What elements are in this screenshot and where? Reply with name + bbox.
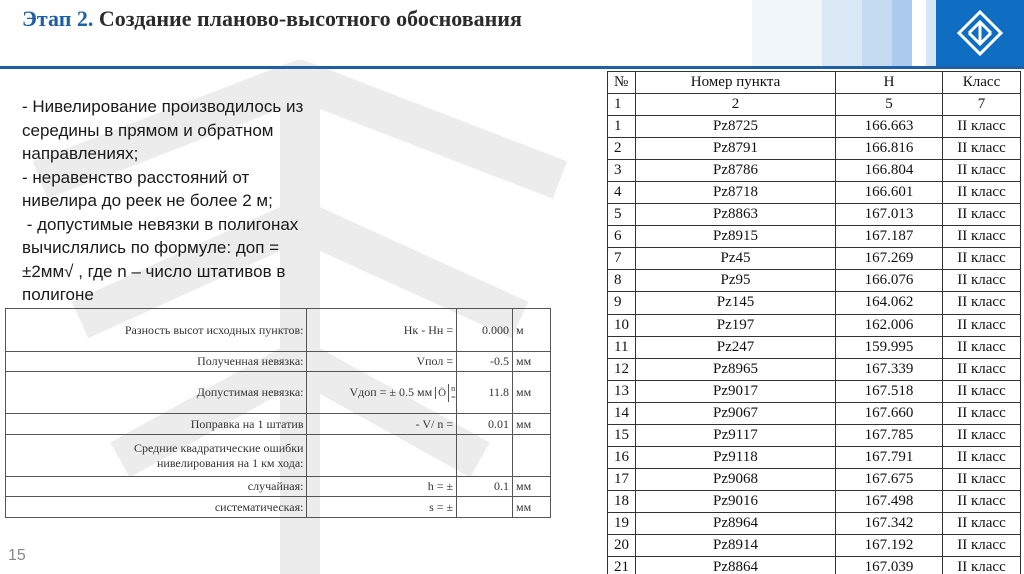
column-header: Номер пункта [636, 72, 836, 94]
table-row [608, 534, 1021, 556]
point-class: II класс [943, 490, 1021, 512]
point-class: II класс [943, 468, 1021, 490]
row-number: 17 [608, 468, 636, 490]
point-class: II класс [943, 204, 1021, 226]
param-value [457, 435, 513, 477]
param-unit: мм [513, 497, 551, 518]
table-row [608, 182, 1021, 204]
param-value: 0.1 [457, 477, 513, 497]
point-class: II класс [943, 557, 1021, 574]
point-height: 166.804 [836, 160, 943, 182]
param-formula [307, 372, 457, 414]
point-name: Pz9068 [636, 468, 836, 490]
row-number: 9 [608, 292, 636, 314]
column-index: 1 [608, 94, 636, 116]
param-formula: Vпол = [307, 352, 457, 372]
column-index: 2 [636, 94, 836, 116]
param-label: случайная: [6, 477, 307, 497]
param-label: Средние квадратические ошибки нивелирования на 1 км хода: [6, 435, 307, 477]
param-value: 0.01 [457, 414, 513, 435]
param-formula-n: n = [448, 384, 456, 402]
table-row [608, 204, 1021, 226]
bullet-line: направлениях; [22, 144, 139, 163]
point-name: Pz9067 [636, 402, 836, 424]
table-row [608, 270, 1021, 292]
param-formula: h = ± [307, 477, 457, 497]
row-number: 5 [608, 204, 636, 226]
point-class: II класс [943, 336, 1021, 358]
row-number: 6 [608, 226, 636, 248]
table-row [608, 314, 1021, 336]
point-height: 167.518 [836, 380, 943, 402]
table-row [608, 116, 1021, 138]
point-name: Pz8718 [636, 182, 836, 204]
table-row [608, 402, 1021, 424]
params-row [6, 414, 551, 435]
point-class: II класс [943, 380, 1021, 402]
point-height: 167.342 [836, 512, 943, 534]
point-height: 167.791 [836, 446, 943, 468]
table-row [608, 446, 1021, 468]
row-number: 7 [608, 248, 636, 270]
point-class: II класс [943, 182, 1021, 204]
point-class: II класс [943, 226, 1021, 248]
bullet-line: полигоне [22, 285, 94, 304]
param-unit: мм [513, 352, 551, 372]
row-number: 8 [608, 270, 636, 292]
point-class: II класс [943, 424, 1021, 446]
params-row [6, 309, 551, 352]
point-name: Pz9017 [636, 380, 836, 402]
row-number: 2 [608, 138, 636, 160]
param-unit: мм [513, 372, 551, 414]
point-class: II класс [943, 292, 1021, 314]
row-number: 1 [608, 116, 636, 138]
point-class: II класс [943, 512, 1021, 534]
table-row [608, 226, 1021, 248]
params-row [6, 497, 551, 518]
title-text: Создание планово-высотного обоснования [98, 6, 522, 31]
column-header: № [608, 72, 636, 94]
param-formula: - V/ n = [307, 414, 457, 435]
bullet-line: ±2мм√ , где n – число штативов в [22, 261, 286, 281]
table-row [608, 160, 1021, 182]
param-formula-root: Ö [435, 387, 448, 399]
point-name: Pz8914 [636, 534, 836, 556]
param-label: Допустимая невязка: [6, 372, 307, 414]
bullet-line: - Нивелирование производилось из [22, 97, 304, 116]
column-index: 7 [943, 94, 1021, 116]
row-number: 11 [608, 336, 636, 358]
point-class: II класс [943, 314, 1021, 336]
column-header: H [836, 72, 943, 94]
point-name: Pz8864 [636, 557, 836, 574]
params-row [6, 352, 551, 372]
point-class: II класс [943, 358, 1021, 380]
row-number: 4 [608, 182, 636, 204]
table-body [608, 116, 1021, 574]
param-formula: Нк - Нн = [307, 309, 457, 352]
param-formula-main: Vдоп = ± 0.5 мм [349, 385, 433, 399]
params-row [6, 372, 551, 414]
point-class: II класс [943, 160, 1021, 182]
slide-number: 15 [8, 547, 26, 564]
table-row [608, 138, 1021, 160]
row-number: 13 [608, 380, 636, 402]
point-height: 167.269 [836, 248, 943, 270]
param-value [457, 497, 513, 518]
point-name: Pz8725 [636, 116, 836, 138]
logo [936, 0, 1024, 66]
param-formula [307, 435, 457, 477]
point-height: 167.785 [836, 424, 943, 446]
point-class: II класс [943, 116, 1021, 138]
table-row [608, 380, 1021, 402]
row-number: 12 [608, 358, 636, 380]
table-row [608, 336, 1021, 358]
point-height: 166.601 [836, 182, 943, 204]
point-name: Pz8791 [636, 138, 836, 160]
param-value: 11.8 [457, 372, 513, 414]
point-height: 167.192 [836, 534, 943, 556]
table-row [608, 424, 1021, 446]
row-number: 16 [608, 446, 636, 468]
leveling-parameters-table [5, 308, 551, 518]
point-height: 159.995 [836, 336, 943, 358]
point-name: Pz197 [636, 314, 836, 336]
param-label: Полученная невязка: [6, 352, 307, 372]
column-header: Класс [943, 72, 1021, 94]
point-height: 167.675 [836, 468, 943, 490]
point-height: 166.816 [836, 138, 943, 160]
point-height: 162.006 [836, 314, 943, 336]
table-row [608, 358, 1021, 380]
point-name: Pz8965 [636, 358, 836, 380]
point-class: II класс [943, 402, 1021, 424]
point-height: 167.660 [836, 402, 943, 424]
point-name: Pz247 [636, 336, 836, 358]
param-unit: мм [513, 477, 551, 497]
point-name: Pz8786 [636, 160, 836, 182]
row-number: 18 [608, 490, 636, 512]
table-row [608, 248, 1021, 270]
param-formula: s = ± [307, 497, 457, 518]
point-name: Pz8964 [636, 512, 836, 534]
point-name: Pz95 [636, 270, 836, 292]
point-name: Pz9016 [636, 490, 836, 512]
param-value: 0.000 [457, 309, 513, 352]
point-name: Pz8915 [636, 226, 836, 248]
point-class: II класс [943, 534, 1021, 556]
point-height: 164.062 [836, 292, 943, 314]
benchmark-heights-table [607, 71, 1021, 574]
table-row [608, 292, 1021, 314]
point-name: Pz8863 [636, 204, 836, 226]
param-label: систематическая: [6, 497, 307, 518]
point-name: Pz9118 [636, 446, 836, 468]
header-divider [0, 66, 1024, 69]
point-height: 167.187 [836, 226, 943, 248]
table-row [608, 557, 1021, 574]
row-number: 15 [608, 424, 636, 446]
page-title [22, 6, 522, 32]
column-index: 5 [836, 94, 943, 116]
param-label: Поправка на 1 штатив [6, 414, 307, 435]
bullet-line: - допустимые невязки в полигонах [22, 214, 299, 234]
row-number: 10 [608, 314, 636, 336]
point-height: 166.076 [836, 270, 943, 292]
params-row [6, 435, 551, 477]
point-class: II класс [943, 138, 1021, 160]
bullet-line: середины в прямом и обратном [22, 120, 274, 140]
param-unit: м [513, 309, 551, 352]
param-label: Разность высот исходных пунктов: [6, 309, 307, 352]
point-name: Pz45 [636, 248, 836, 270]
param-unit: мм [513, 414, 551, 435]
university-emblem-icon [956, 9, 1004, 57]
point-class: II класс [943, 248, 1021, 270]
point-height: 167.498 [836, 490, 943, 512]
table-row [608, 468, 1021, 490]
param-value: -0.5 [457, 352, 513, 372]
point-name: Pz145 [636, 292, 836, 314]
point-height: 167.039 [836, 557, 943, 574]
point-height: 167.339 [836, 358, 943, 380]
param-unit [513, 435, 551, 477]
row-number: 14 [608, 402, 636, 424]
row-number: 20 [608, 534, 636, 556]
row-number: 3 [608, 160, 636, 182]
bullet-line: вычислялись по формуле: доп = [22, 238, 280, 257]
row-number: 19 [608, 512, 636, 534]
point-height: 166.663 [836, 116, 943, 138]
bullet-line: - неравенство расстояний от [22, 167, 250, 187]
table-index-row [608, 94, 1021, 116]
point-height: 167.013 [836, 204, 943, 226]
header-bar [0, 0, 1024, 66]
params-row [6, 477, 551, 497]
row-number: 21 [608, 557, 636, 574]
description-text [22, 95, 382, 307]
title-prefix: Этап 2. [22, 6, 94, 31]
point-name: Pz9117 [636, 424, 836, 446]
table-row [608, 490, 1021, 512]
table-row [608, 512, 1021, 534]
point-class: II класс [943, 446, 1021, 468]
bullet-line: нивелира до реек не более 2 м; [22, 191, 273, 210]
table-header-row [608, 72, 1021, 94]
point-class: II класс [943, 270, 1021, 292]
